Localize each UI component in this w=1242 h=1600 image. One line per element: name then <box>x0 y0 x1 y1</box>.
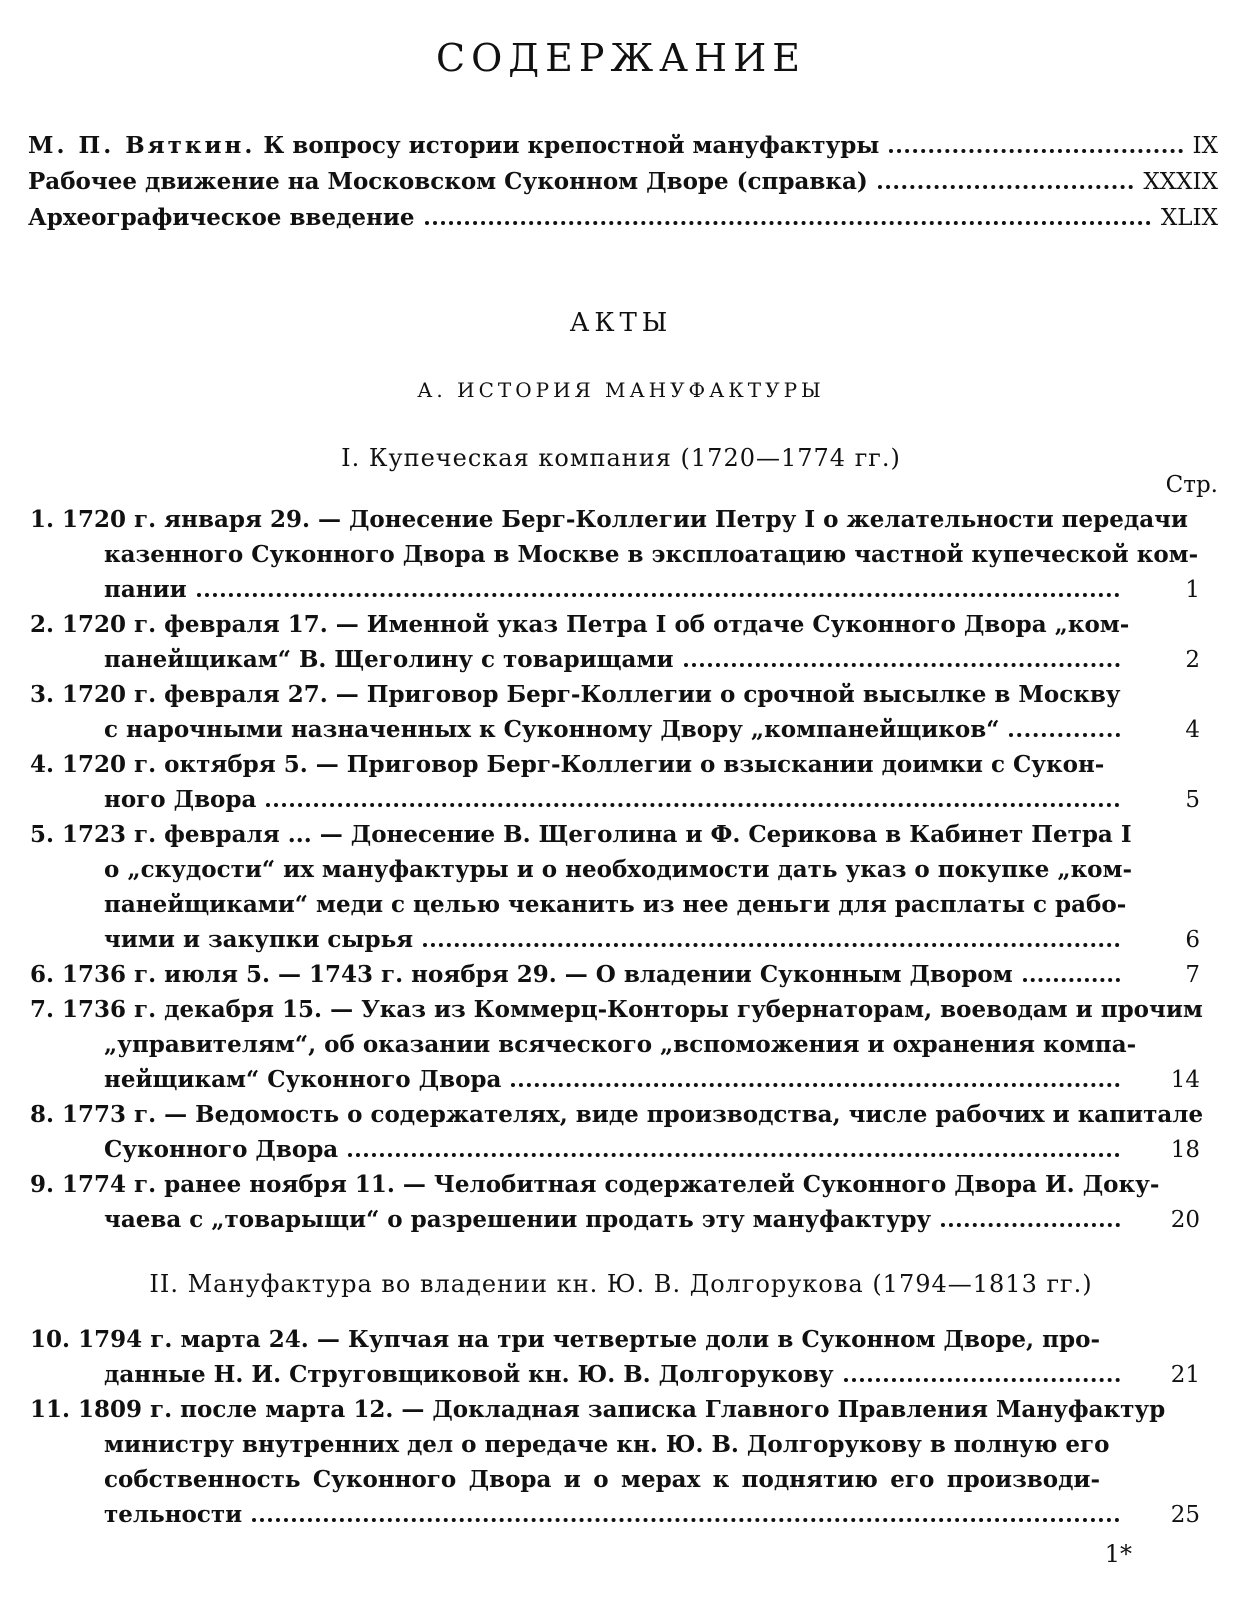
toc-entry <box>30 611 1200 681</box>
toc-entry-text: ного Двора <box>104 786 257 813</box>
toc-entry-line <box>30 891 1200 926</box>
toc-entry <box>30 506 1200 611</box>
part2-entry-list <box>30 1326 1200 1536</box>
toc-entry-text: 8. 1773 г. — Ведомость о содержателях, виде производства, числе рабочих и капитале <box>30 1101 1204 1128</box>
toc-entry-line <box>30 681 1200 716</box>
toc-entry-text: 10. 1794 г. марта 24. — Купчая на три четвертые доли в Суконном Дворе, про- <box>30 1326 1100 1353</box>
toc-entry-line <box>30 611 1200 646</box>
toc-entry-text: 6. 1736 г. июля 5. — 1743 г. ноября 29. — О владении Суконным Двором <box>30 961 1013 988</box>
toc-entry <box>30 681 1200 751</box>
toc-entry-line <box>30 1431 1200 1466</box>
toc-entry-text: нейщикам“ Суконного Двора <box>104 1066 502 1093</box>
dot-leader <box>423 943 1120 947</box>
toc-entry-text: чими и закупки сырья <box>104 926 414 953</box>
toc-entry <box>30 1396 1200 1536</box>
toc-entry-text: 3. 1720 г. февраля 27. — Приговор Берг-Коллегии о срочной высылке в Москву <box>30 681 1121 708</box>
toc-entry-page: 1 <box>1185 577 1200 603</box>
toc-entry-page: 20 <box>1170 1207 1200 1233</box>
front-matter-item <box>28 132 1218 168</box>
front-matter-item <box>28 204 1218 240</box>
toc-entry-line <box>30 821 1200 856</box>
front-matter-author: М. П. Вяткин. <box>28 132 256 159</box>
subsection-title: А. ИСТОРИЯ МАНУФАКТУРЫ <box>417 378 825 402</box>
toc-entry-text: панейщикам“ В. Щеголину с товарищами <box>104 646 674 673</box>
toc-entry-text: казенного Суконного Двора в Москве в эксплоатацию частной купеческой ком- <box>104 541 1199 568</box>
toc-entry-line <box>30 506 1200 541</box>
toc-entry-page: 7 <box>1185 962 1200 988</box>
toc-entry-line <box>30 1101 1204 1136</box>
toc-entry-text: тельности <box>104 1501 243 1528</box>
dot-leader <box>266 803 1120 807</box>
toc-entry-text: о „скудости“ их мануфактуры и о необходимости дать указ о покупке „ком- <box>104 856 1133 883</box>
toc-entry-line <box>30 1396 1200 1431</box>
part-title: I. Купеческая компания (1720—1774 гг.) <box>341 444 901 472</box>
toc-entry-page: 18 <box>1170 1137 1200 1163</box>
toc-entry-text: пании <box>104 576 187 603</box>
toc-entry-text: 4. 1720 г. октября 5. — Приговор Берг-Коллегии о взыскании доимки с Сукон- <box>30 751 1105 778</box>
toc-entry-line <box>30 1066 1200 1101</box>
front-matter-item <box>28 168 1218 204</box>
toc-entry-line <box>30 1171 1200 1206</box>
toc-entry-page: 6 <box>1185 927 1200 953</box>
toc-entry-line <box>30 926 1200 961</box>
toc-entry <box>30 996 1203 1101</box>
toc-entry-line <box>30 961 1200 996</box>
front-matter-text: Археографическое введение <box>28 204 415 231</box>
toc-entry-line <box>30 786 1200 821</box>
toc-entry-page: 14 <box>1170 1067 1200 1093</box>
toc-entry-text: 1. 1720 г. января 29. — Донесение Берг-Коллегии Петру I о желательности передачи <box>30 506 1188 533</box>
toc-entry-text: данные Н. И. Струговщиковой кн. Ю. В. Долгорукову <box>104 1361 834 1388</box>
toc-entry-text: 9. 1774 г. ранее ноября 11. — Челобитная содержателей Суконного Двора И. Доку- <box>30 1171 1160 1198</box>
toc-entry-line <box>30 716 1200 751</box>
toc-entry <box>30 821 1200 961</box>
toc-entry-line <box>30 646 1200 681</box>
toc-entry-page: 21 <box>1170 1362 1200 1388</box>
toc-entry-line <box>30 1326 1200 1361</box>
toc-entry <box>30 1101 1204 1171</box>
toc-entry-line <box>30 1361 1200 1396</box>
toc-entry-page: 5 <box>1185 787 1200 813</box>
dot-leader <box>252 1518 1120 1522</box>
folio: 1* <box>1104 1540 1132 1568</box>
toc-entry-line <box>30 856 1200 891</box>
dot-leader <box>511 1083 1120 1087</box>
toc-entry-page: 2 <box>1185 647 1200 673</box>
front-matter-page: IX <box>1192 133 1218 159</box>
toc-entry-text: 7. 1736 г. декабря 15. — Указ из Коммерц-Конторы губернаторам, воеводам и прочим <box>30 996 1203 1023</box>
toc-entry-line <box>30 1136 1200 1171</box>
part-title: II. Мануфактура во владении кн. Ю. В. Долгорукова (1794—1813 гг.) <box>149 1270 1093 1298</box>
toc-entry-text: чаева с „товарыщи“ о разрешении продать эту мануфактуру <box>104 1206 932 1233</box>
dot-leader <box>425 221 1151 225</box>
front-matter-text: Рабочее движение на Московском Суконном Дворе (справка) <box>28 168 868 195</box>
toc-entry-line <box>30 1206 1200 1241</box>
dot-leader <box>197 593 1120 597</box>
toc-entry-line <box>30 576 1200 611</box>
section-title: АКТЫ <box>569 308 673 338</box>
toc-entry <box>30 1171 1200 1241</box>
toc-entry-line <box>30 996 1203 1031</box>
toc-entry <box>30 751 1200 821</box>
toc-entry-text: 5. 1723 г. февраля ... — Донесение В. Щеголина и Ф. Серикова в Кабинет Петра I <box>30 821 1132 848</box>
dot-leader <box>844 1378 1120 1382</box>
dot-leader <box>941 1223 1120 1227</box>
toc-entry-text: панейщиками“ меди с целью чеканить из нее деньги для расплаты с рабо- <box>104 891 1127 918</box>
front-matter-page: XLIX <box>1160 205 1218 231</box>
toc-entry-text: Суконного Двора <box>104 1136 339 1163</box>
toc-entry-page: 4 <box>1185 717 1200 743</box>
toc-entry-text: министру внутренних дел о передаче кн. Ю. В. Долгорукову в полную его <box>104 1431 1110 1458</box>
dot-leader <box>348 1153 1120 1157</box>
toc-entry-text: 11. 1809 г. после марта 12. — Докладная записка Главного Правления Мануфактур <box>30 1396 1166 1423</box>
toc-entry <box>30 961 1200 996</box>
page-title: СОДЕРЖАНИЕ <box>436 36 806 80</box>
toc-entry-line <box>30 541 1200 576</box>
dot-leader <box>878 185 1134 189</box>
toc-entry-text: „управителям“, об оказании всяческого „вспоможения и охранения компа- <box>104 1031 1137 1058</box>
toc-entry-text: с нарочными назначенных к Суконному Двору „компанейщиков“ <box>104 716 1000 743</box>
dot-leader <box>889 149 1182 153</box>
toc-entry-line <box>30 1031 1200 1066</box>
toc-entry-line <box>30 1466 1200 1501</box>
toc-entry-text: 2. 1720 г. февраля 17. — Именной указ Петра I об отдаче Суконного Двора „ком- <box>30 611 1130 638</box>
toc-entry <box>30 1326 1200 1396</box>
toc-entry-text: собственность Суконного Двора и о мерах к поднятию его производи- <box>104 1466 1100 1493</box>
dot-leader <box>1009 733 1120 737</box>
front-matter-text: К вопросу истории крепостной мануфактуры <box>263 132 880 159</box>
front-matter-list <box>28 132 1218 240</box>
part1-entry-list <box>30 506 1204 1241</box>
dot-leader <box>684 663 1121 667</box>
toc-entry-line <box>30 751 1200 786</box>
toc-entry-page: 25 <box>1170 1502 1200 1528</box>
front-matter-page: XXXIX <box>1143 169 1218 195</box>
toc-entry-line <box>30 1501 1200 1536</box>
dot-leader <box>1023 978 1120 982</box>
page-column-header: Стр. <box>1165 472 1218 498</box>
